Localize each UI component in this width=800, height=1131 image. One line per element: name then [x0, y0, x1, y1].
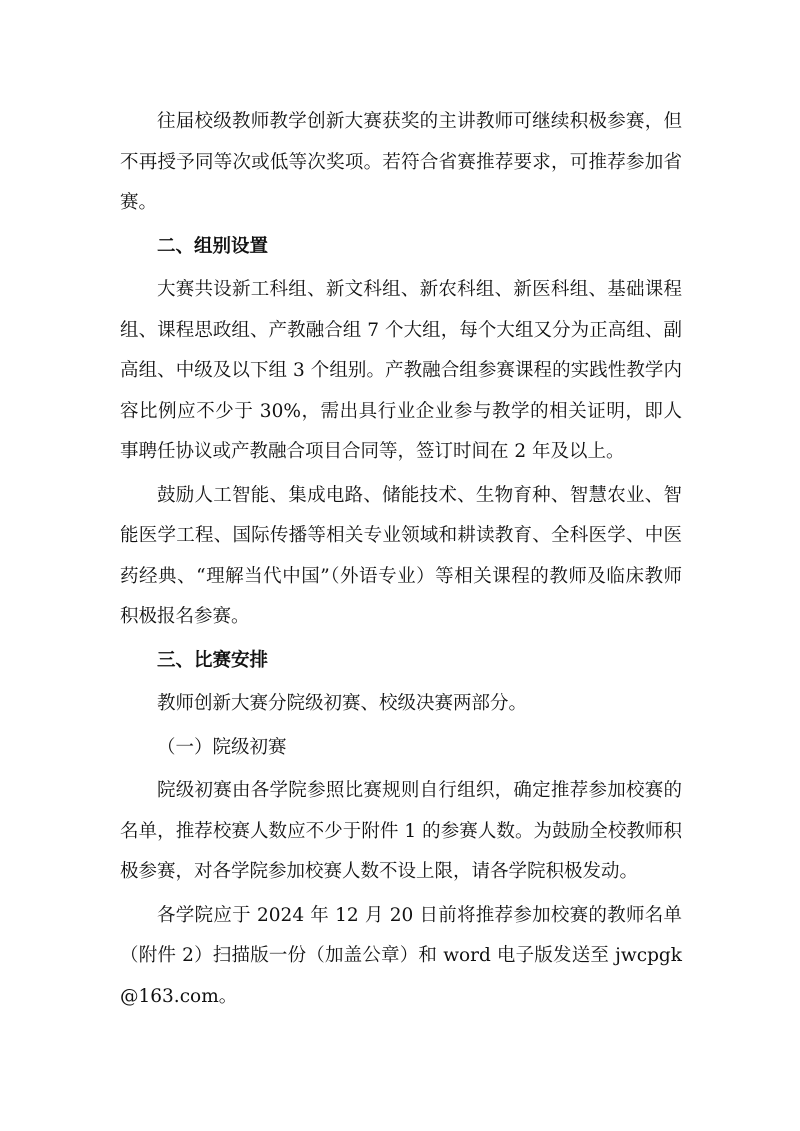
section-heading-competition-arrangement: 三、比赛安排 [157, 649, 269, 671]
section-heading-group-settings: 二、组别设置 [157, 235, 269, 257]
document-body [120, 102, 682, 1017]
paragraph-preliminary-rules: 院级初赛由各学院参照比赛规则自行组织，确定推荐参加校赛的名单，推荐校赛人数应不少于附件 1 的参赛人数。为鼓励全校教师积极参赛，对各学院参加校赛人数不设上限，请各学院积极发动。 [120, 780, 682, 882]
paragraph-competition-stages: 教师创新大赛分院级初赛、校级决赛两部分。 [157, 693, 528, 714]
paragraph-group-description: 大赛共设新工科组、新文科组、新农科组、新医科组、基础课程组、课程思政组、产教融合组 7 个大组，每个大组又分为正高组、副高组、中级及以下组 3 个组别。产教融合组参赛课程的实践性教学内容比例应不少于 30%，需出具行业企业参与教学的相关证明，即人事聘任协议或产教融合项目合同等，签订时间在 2 年及以上。 [120, 279, 682, 462]
paragraph-submission-deadline: 各学院应于 2024 年 12 月 20 日前将推荐参加校赛的教师名单（附件 2）扫描版一份（加盖公章）和 word 电子版发送至 jwcpgk@163.com。 [120, 904, 682, 1007]
subheading-college-preliminary: （一）院级初赛 [157, 736, 287, 758]
paragraph-encouraged-fields: 鼓励人工智能、集成电路、储能技术、生物育种、智慧农业、智能医学工程、国际传播等相关专业领域和耕读教育、全科医学、中医药经典、“理解当代中国”（外语专业）等相关课程的教师及临床教师积极报名参赛。 [120, 484, 682, 627]
paragraph-previous-winners: 往届校级教师教学创新大赛获奖的主讲教师可继续积极参赛，但不再授予同等次或低等次奖项。若符合省赛推荐要求，可推荐参加省赛。 [120, 111, 682, 213]
